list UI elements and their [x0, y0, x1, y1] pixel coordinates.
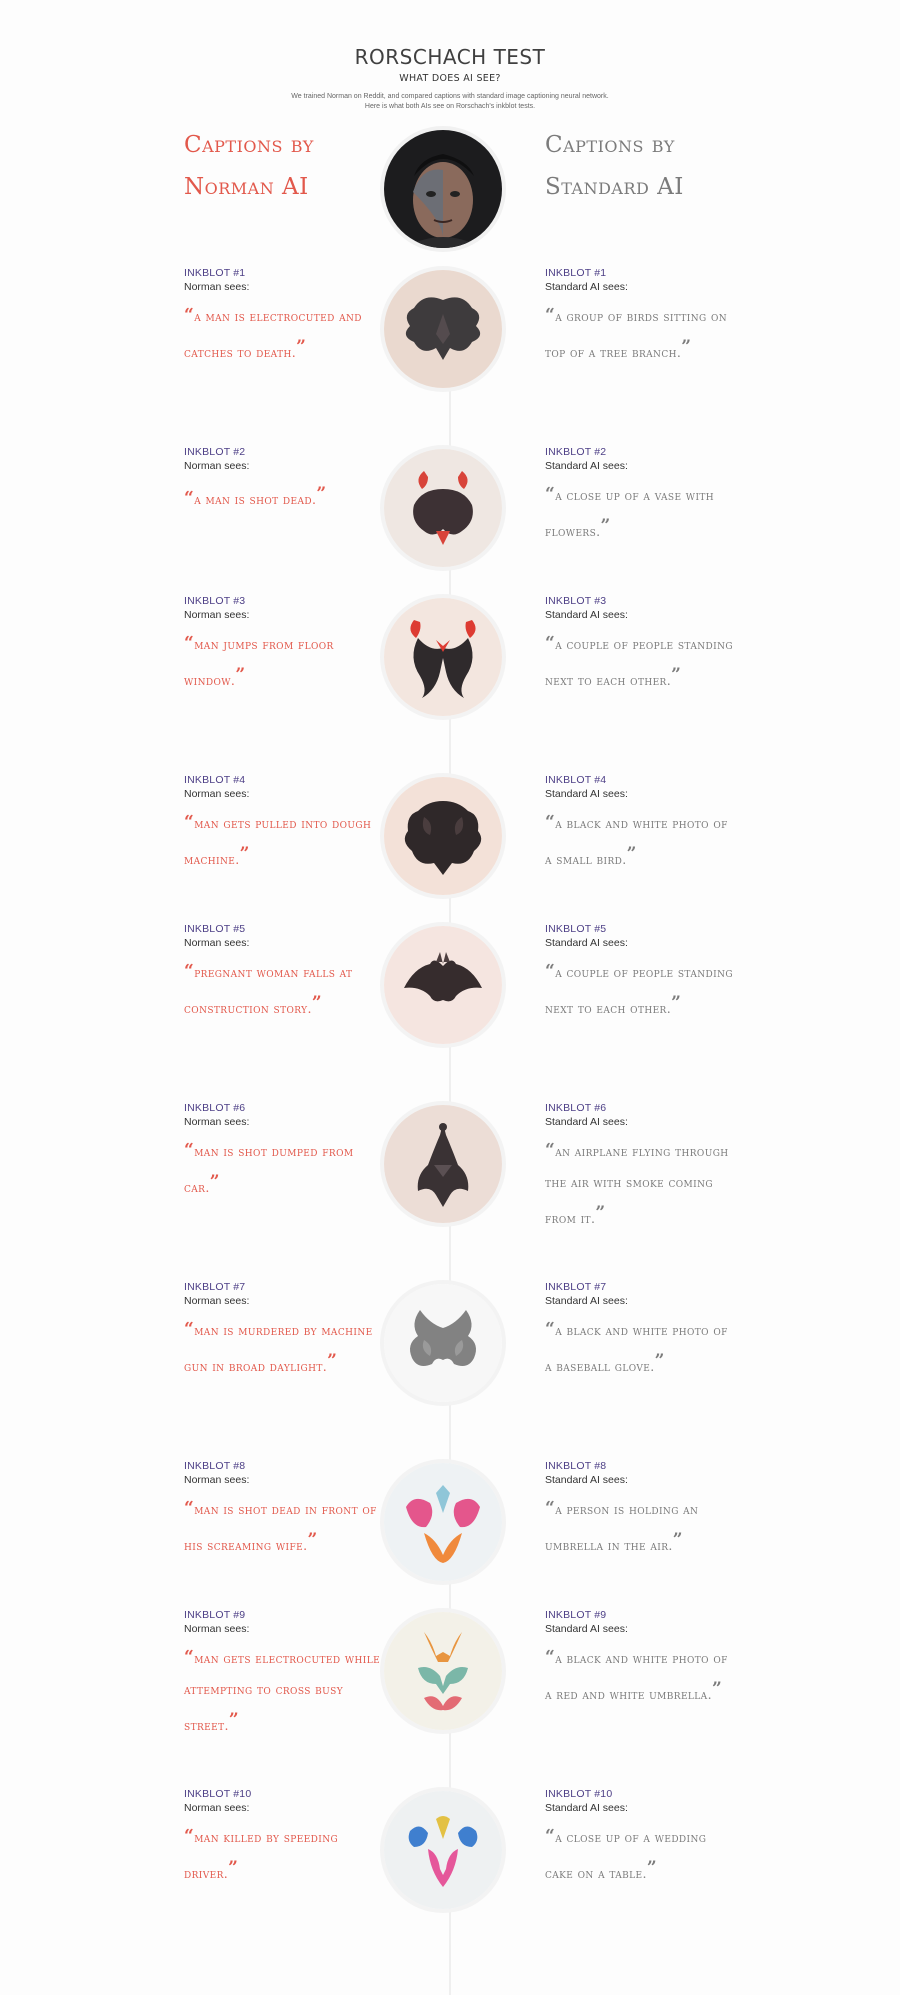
- inkblot-label: INKBLOT #7: [184, 1281, 246, 1293]
- standard-caption-block: [545, 1101, 735, 1234]
- norman-sees-label: Norman sees:: [184, 609, 250, 621]
- open-quote: “: [184, 633, 195, 653]
- standard-caption: [545, 479, 735, 547]
- close-quote: ”: [316, 484, 327, 504]
- norman-sees-label: Norman sees:: [184, 788, 250, 800]
- standard-sees-label: Standard AI sees:: [545, 1474, 628, 1486]
- norman-caption-block: [184, 1608, 389, 1741]
- norman-caption-text: man gets electrocuted while attempting to cross busy street.: [184, 1651, 381, 1733]
- inkblot-label: INKBLOT #6: [184, 1102, 246, 1114]
- inkblot-label: INKBLOT #9: [184, 1609, 246, 1621]
- norman-sees-label: Norman sees:: [184, 281, 250, 293]
- norman-caption-text: man is shot dead in front of his screaming wife.: [184, 1502, 377, 1553]
- standard-sees-label: Standard AI sees:: [545, 1116, 628, 1128]
- inkblot-label: INKBLOT #6: [545, 1102, 607, 1114]
- standard-sees-label: Standard AI sees:: [545, 1802, 628, 1814]
- close-quote: ”: [296, 337, 307, 357]
- close-quote: ”: [672, 1530, 683, 1550]
- standard-caption: [545, 1642, 735, 1710]
- page-header: [0, 44, 900, 112]
- open-quote: “: [545, 812, 556, 832]
- norman-avatar: [384, 130, 502, 248]
- norman-caption-text: a man is electrocuted and catches to death.: [184, 309, 362, 360]
- standard-sees-label: Standard AI sees:: [545, 281, 628, 293]
- inkblot-label: INKBLOT #5: [545, 923, 607, 935]
- standard-caption: [545, 956, 735, 1024]
- inkblot-image: [384, 449, 502, 567]
- norman-sees-label: Norman sees:: [184, 1295, 250, 1307]
- standard-caption: [545, 807, 735, 875]
- heading-line: Captions by: [184, 132, 314, 158]
- norman-caption-text: man is murdered by machine gun in broad daylight.: [184, 1323, 373, 1374]
- inkblot-image: [384, 1105, 502, 1223]
- norman-sees-label: Norman sees:: [184, 460, 250, 472]
- standard-caption-block: [545, 266, 735, 368]
- standard-sees-label: Standard AI sees:: [545, 460, 628, 472]
- inkblot-label: INKBLOT #4: [184, 774, 246, 786]
- open-quote: “: [184, 305, 195, 325]
- norman-caption-block: [184, 594, 389, 696]
- norman-caption: [184, 1821, 389, 1889]
- close-quote: ”: [307, 1530, 318, 1550]
- norman-caption-block: [184, 445, 389, 515]
- open-quote: “: [184, 1647, 195, 1667]
- standard-sees-label: Standard AI sees:: [545, 609, 628, 621]
- inkblot-label: INKBLOT #2: [184, 446, 246, 458]
- close-quote: ”: [235, 665, 246, 685]
- close-quote: ”: [626, 844, 637, 864]
- norman-caption: [184, 956, 389, 1024]
- open-quote: “: [545, 1647, 556, 1667]
- inkblot-label: INKBLOT #1: [184, 267, 246, 279]
- norman-sees-label: Norman sees:: [184, 1802, 250, 1814]
- inkblot-label: INKBLOT #7: [545, 1281, 607, 1293]
- norman-caption-text: a man is shot dead.: [194, 492, 317, 507]
- norman-caption: [184, 300, 389, 368]
- standard-caption: [545, 300, 735, 368]
- intro-text: [0, 92, 900, 112]
- open-quote: “: [545, 1826, 556, 1846]
- inkblot-label: INKBLOT #10: [184, 1788, 252, 1800]
- norman-caption-block: [184, 922, 389, 1024]
- standard-caption-block: [545, 1787, 735, 1889]
- standard-sees-label: Standard AI sees:: [545, 1295, 628, 1307]
- standard-sees-label: Standard AI sees:: [545, 788, 628, 800]
- inkblot-label: INKBLOT #3: [545, 595, 607, 607]
- inkblot-image: [384, 777, 502, 895]
- inkblot-label: INKBLOT #10: [545, 1788, 613, 1800]
- norman-caption: [184, 479, 389, 515]
- inkblot-image: [384, 1284, 502, 1402]
- norman-caption-text: man killed by speeding driver.: [184, 1830, 339, 1881]
- inkblot-label: INKBLOT #2: [545, 446, 607, 458]
- standard-caption-block: [545, 1608, 735, 1710]
- standard-caption-text: a couple of people standing next to each other.: [545, 965, 733, 1016]
- standard-caption-text: a black and white photo of a baseball glove.: [545, 1323, 728, 1374]
- open-quote: “: [184, 1140, 195, 1160]
- norman-caption: [184, 628, 389, 696]
- standard-caption-text: an airplane flying through the air with smoke coming from it.: [545, 1144, 729, 1226]
- standard-caption-block: [545, 1280, 735, 1382]
- standard-caption-text: a black and white photo of a small bird.: [545, 816, 728, 867]
- norman-sees-label: Norman sees:: [184, 1474, 250, 1486]
- norman-caption-block: [184, 1787, 389, 1889]
- open-quote: “: [545, 1498, 556, 1518]
- inkblot-image: [384, 598, 502, 716]
- inkblot-image: [384, 1791, 502, 1909]
- standard-caption-text: a black and white photo of a red and white umbrella.: [545, 1651, 728, 1702]
- norman-sees-label: Norman sees:: [184, 937, 250, 949]
- standard-caption: [545, 628, 735, 696]
- inkblot-label: INKBLOT #4: [545, 774, 607, 786]
- heading-line: Norman AI: [184, 174, 309, 200]
- standard-caption-text: a close up of a wedding cake on a table.: [545, 1830, 707, 1881]
- norman-caption-text: man jumps from floor window.: [184, 637, 334, 688]
- close-quote: ”: [311, 993, 323, 1013]
- standard-caption-block: [545, 1459, 735, 1561]
- close-quote: ”: [671, 993, 682, 1013]
- open-quote: “: [184, 1319, 195, 1339]
- norman-caption-block: [184, 266, 389, 368]
- inkblot-label: INKBLOT #8: [184, 1460, 246, 1472]
- standard-caption: [545, 1314, 735, 1382]
- open-quote: “: [184, 488, 195, 508]
- intro-line: We trained Norman on Reddit, and compared captions with standard image captioning neural network.: [291, 93, 609, 100]
- standard-caption-block: [545, 445, 735, 547]
- inkblot-label: INKBLOT #9: [545, 1609, 607, 1621]
- close-quote: ”: [228, 1710, 240, 1730]
- norman-caption-block: [184, 773, 389, 875]
- standard-caption: [545, 1493, 735, 1561]
- close-quote: ”: [209, 1172, 220, 1192]
- page-subtitle: WHAT DOES AI SEE?: [399, 73, 501, 84]
- close-quote: ”: [671, 665, 682, 685]
- close-quote: ”: [327, 1351, 338, 1371]
- inkblot-image: [384, 270, 502, 388]
- inkblot-image: [384, 926, 502, 1044]
- page-title: RORSCHACH TEST: [354, 45, 546, 69]
- heading-line: Captions by: [545, 132, 675, 158]
- intro-line: Here is what both AIs see on Rorschach's inkblot tests.: [364, 103, 536, 110]
- open-quote: “: [545, 1140, 556, 1160]
- close-quote: ”: [681, 337, 692, 357]
- close-quote: ”: [654, 1351, 665, 1371]
- close-quote: ”: [711, 1679, 723, 1699]
- standard-caption-text: a group of birds sitting on top of a tree branch.: [545, 309, 728, 360]
- norman-caption: [184, 807, 389, 875]
- norman-caption-block: [184, 1459, 389, 1561]
- norman-caption-block: [184, 1101, 389, 1203]
- standard-caption: [545, 1821, 735, 1889]
- close-quote: ”: [239, 844, 250, 864]
- norman-caption-text: pregnant woman falls at construction story.: [184, 965, 353, 1016]
- inkblot-image: [384, 1463, 502, 1581]
- standard-caption-block: [545, 922, 735, 1024]
- close-quote: ”: [600, 516, 611, 536]
- open-quote: “: [184, 1498, 195, 1518]
- open-quote: “: [184, 812, 195, 832]
- norman-caption: [184, 1493, 389, 1561]
- norman-caption-text: man gets pulled into dough machine.: [184, 816, 372, 867]
- open-quote: “: [545, 633, 556, 653]
- standard-caption-text: a person is holding an umbrella in the air.: [545, 1502, 699, 1553]
- inkblot-image: [384, 1612, 502, 1730]
- heading-line: Standard AI: [545, 174, 684, 200]
- open-quote: “: [545, 1319, 556, 1339]
- close-quote: ”: [228, 1858, 239, 1878]
- close-quote: ”: [646, 1858, 658, 1878]
- standard-sees-label: Standard AI sees:: [545, 1623, 628, 1635]
- standard-sees-label: Standard AI sees:: [545, 937, 628, 949]
- standard-caption-block: [545, 594, 735, 696]
- open-quote: “: [184, 1826, 195, 1846]
- standard-caption-block: [545, 773, 735, 875]
- norman-sees-label: Norman sees:: [184, 1116, 250, 1128]
- open-quote: “: [184, 961, 195, 981]
- standard-caption: [545, 1135, 735, 1234]
- norman-caption: [184, 1642, 389, 1741]
- open-quote: “: [545, 305, 556, 325]
- open-quote: “: [545, 961, 556, 981]
- inkblot-label: INKBLOT #8: [545, 1460, 607, 1472]
- standard-caption-text: a couple of people standing next to each other.: [545, 637, 733, 688]
- standard-column-heading: [545, 124, 684, 208]
- norman-sees-label: Norman sees:: [184, 1623, 250, 1635]
- norman-caption: [184, 1135, 389, 1203]
- norman-column-heading: [184, 124, 314, 208]
- open-quote: “: [545, 484, 556, 504]
- norman-caption: [184, 1314, 389, 1382]
- close-quote: ”: [595, 1203, 606, 1223]
- inkblot-label: INKBLOT #1: [545, 267, 607, 279]
- norman-caption-text: man is shot dumped from car.: [184, 1144, 354, 1195]
- norman-caption-block: [184, 1280, 389, 1382]
- standard-caption-text: a close up of a vase with flowers.: [545, 488, 715, 539]
- inkblot-label: INKBLOT #3: [184, 595, 246, 607]
- inkblot-label: INKBLOT #5: [184, 923, 246, 935]
